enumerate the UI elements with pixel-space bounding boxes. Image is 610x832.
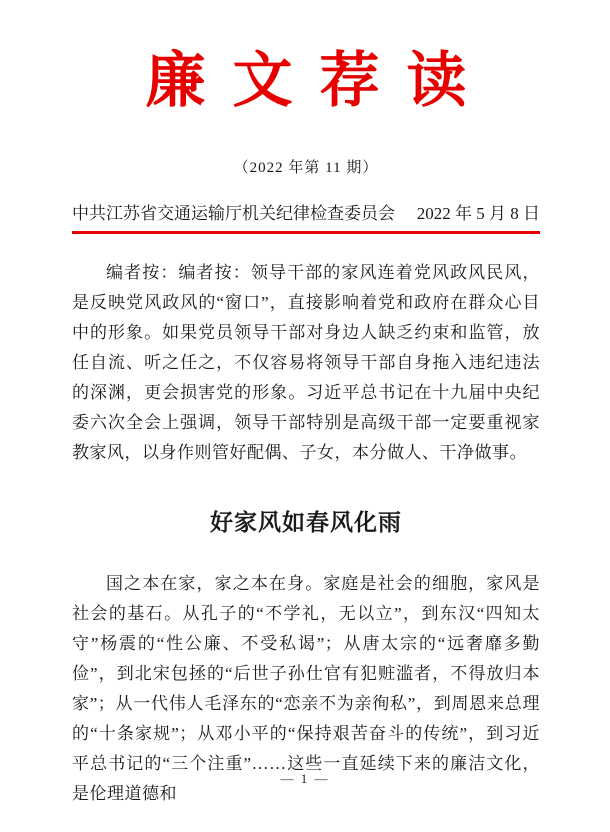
masthead-title: 廉文荐读	[145, 48, 494, 114]
article-body-paragraph: 国之本在家，家之本在身。家庭是社会的细胞，家风是社会的基石。从孔子的“不学礼，无以立”，到东汉“四知太守”杨震的“性公廉、不受私谒”；从唐太宗的“远奢靡多勤俭”，到北宋包拯的“后世子孙仕官有犯赃滥者，不得放归本家”；从一代伟人毛泽东的“恋亲不为亲徇私”，到周恩来总理的“十条家规”；从邓小平的“保持艰苦奋斗的传统”，到习近平总书记的“三个注重”……这些一直延续下来的廉洁文化，是伦理道德和	[72, 574, 540, 803]
article-title: 好家风如春风化雨	[210, 510, 402, 535]
issuer-name: 中共江苏省交通运输厅机关纪律检查委员会	[72, 204, 395, 223]
red-divider-rule	[72, 231, 540, 234]
issue-date: 2022 年 5 月 8 日	[416, 204, 540, 223]
issue-number-line: （2022 年第 11 期）	[233, 160, 379, 176]
issuer-row	[72, 199, 540, 224]
page-number: — 1 —	[280, 771, 330, 786]
editor-note-paragraph: 编者按：编者按：领导干部的家风连着党风政风民风，是反映党风政风的“窗口”，直接影响着党和政府在群众心目中的形象。如果党员领导干部对身边人缺乏约束和监管，放任自流、听之任之，不仅容易将领导干部自身拖入违纪违法的深渊，更会损害党的形象。习近平总书记在十九届中央纪委六次全会上强调，领导干部特别是高级干部一定要重视家教家风，以身作则管好配偶、子女，本分做人、干净做事。	[72, 263, 540, 462]
